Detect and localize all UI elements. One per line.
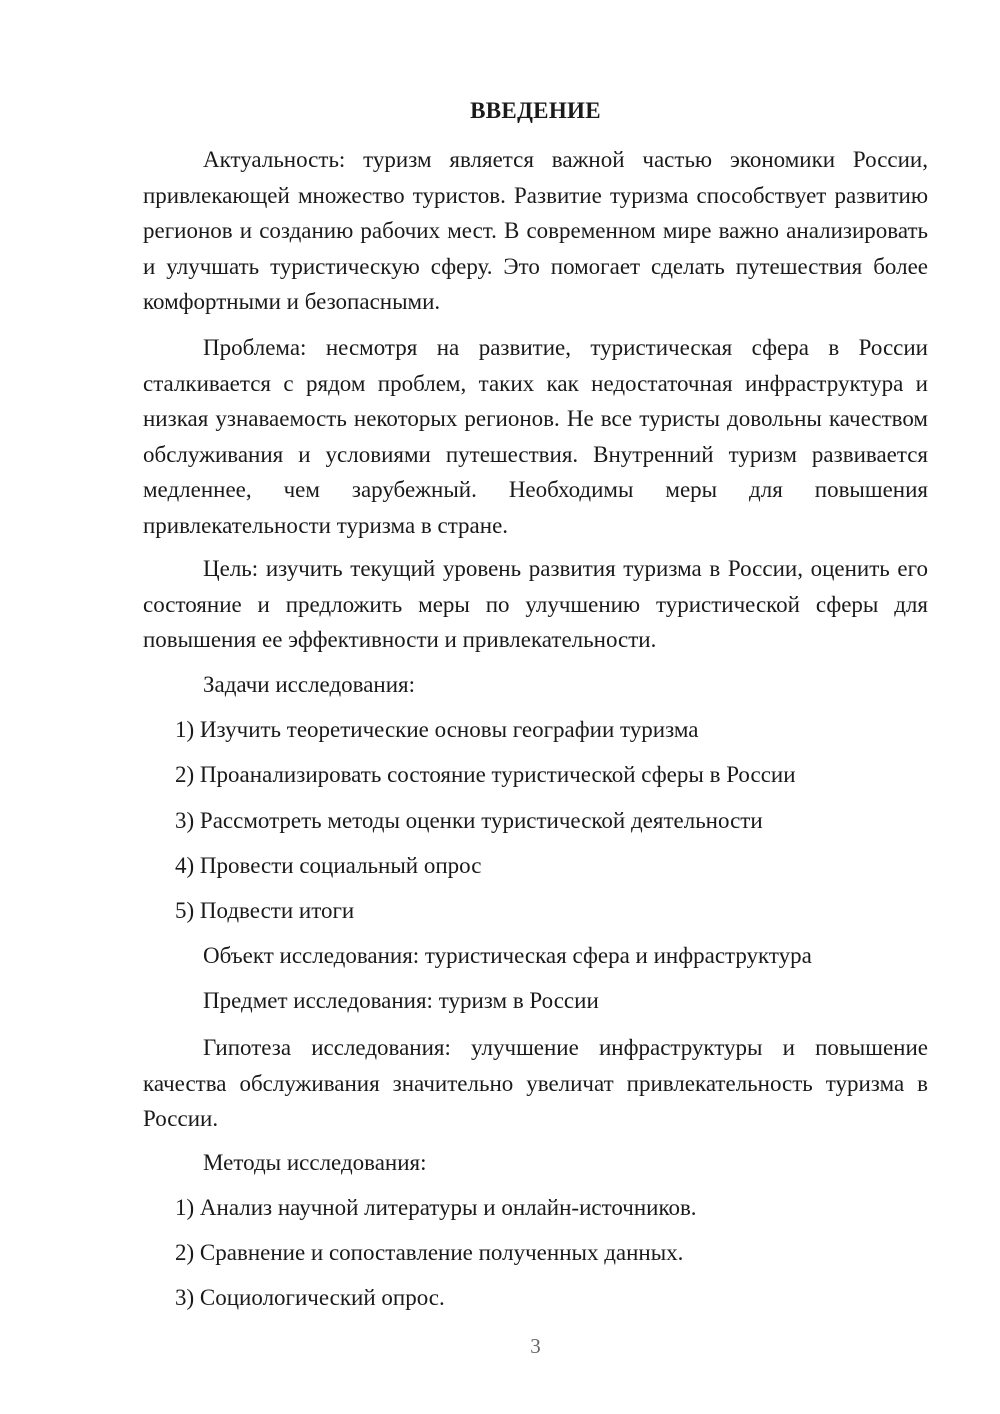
task-item: 3) Рассмотреть методы оценки туристической деятельности bbox=[175, 808, 763, 833]
relevance-paragraph: Актуальность: туризм является важной частью экономики России, привлекающей множество туристов. Развитие туризма способствует развитию регионов и созданию рабочих мест. В современном мире важно анализировать и улучшать туристическую сферу. Это помогает сделать путешествия более комфортными и безопасными. bbox=[143, 147, 928, 314]
task-item: 5) Подвести итоги bbox=[175, 898, 355, 923]
tasks-heading: Задачи исследования: bbox=[203, 672, 416, 697]
method-item: 1) Анализ научной литературы и онлайн-источников. bbox=[175, 1195, 697, 1220]
document-page bbox=[143, 0, 928, 1414]
hypothesis-paragraph: Гипотеза исследования: улучшение инфраструктуры и повышение качества обслуживания значительно увеличат привлекательность туризма в России. bbox=[143, 1035, 928, 1131]
task-item: 2) Проанализировать состояние туристической сферы в России bbox=[175, 762, 796, 787]
page-title: ВВЕДЕНИЕ bbox=[470, 98, 601, 123]
page-number: 3 bbox=[530, 1334, 541, 1358]
methods-heading: Методы исследования: bbox=[203, 1150, 427, 1175]
goal-paragraph: Цель: изучить текущий уровень развития туризма в России, оценить его состояние и предложить меры по улучшению туристической сферы для повышения ее эффективности и привлекательности. bbox=[143, 556, 928, 652]
task-item: 1) Изучить теоретические основы географии туризма bbox=[175, 717, 699, 742]
research-subject: Предмет исследования: туризм в России bbox=[203, 988, 599, 1013]
method-item: 2) Сравнение и сопоставление полученных данных. bbox=[175, 1240, 684, 1265]
research-object: Объект исследования: туристическая сфера и инфраструктура bbox=[203, 943, 812, 968]
problem-paragraph: Проблема: несмотря на развитие, туристическая сфера в России сталкивается с рядом проблем, таких как недостаточная инфраструктура и низкая узнаваемость некоторых регионов. Не все туристы довольны качеством обслуживания и условиями путешествия. Внутренний туризм развивается медленнее, чем зарубежный. Необходимы меры для повышения привлекательности туризма в стране. bbox=[143, 335, 928, 538]
method-item: 3) Социологический опрос. bbox=[175, 1285, 445, 1310]
task-item: 4) Провести социальный опрос bbox=[175, 853, 482, 878]
